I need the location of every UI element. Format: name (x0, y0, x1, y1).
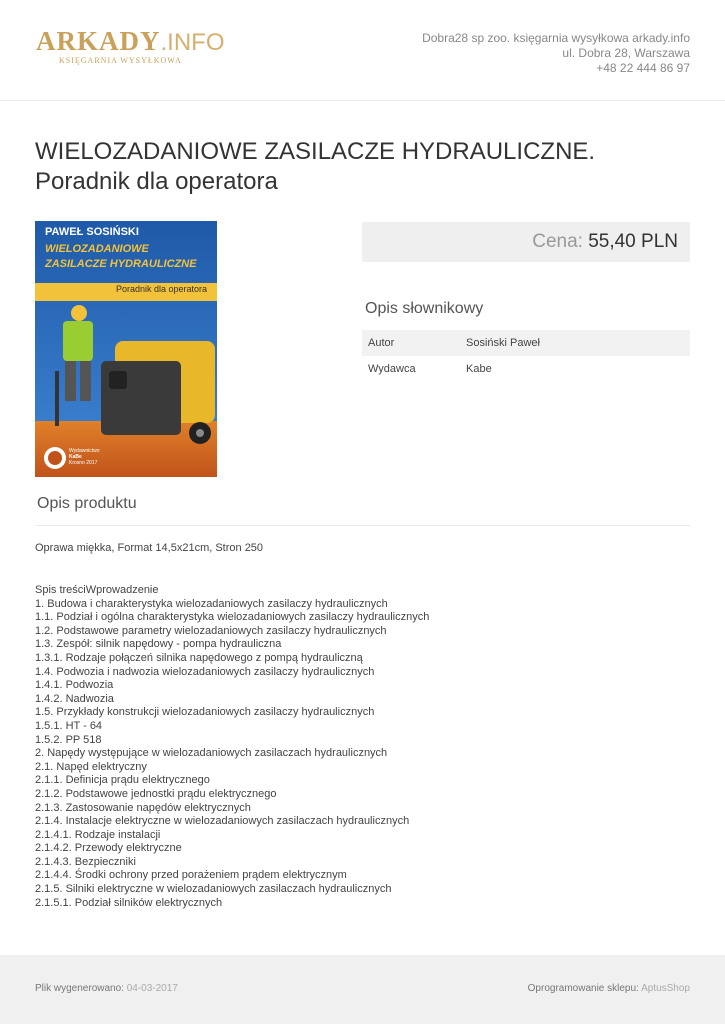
toc-item: 2.1.5. Silniki elektryczne w wielozadaniowych zasilaczach hydraulicznych (35, 883, 392, 896)
cover-publisher-line: Wydawnictwo (69, 448, 100, 454)
dictionary-table (362, 330, 690, 382)
cover-publisher-name: KaBe (69, 454, 82, 460)
cover-publisher-year: Krosno 2017 (69, 460, 98, 466)
dict-key: Autor (368, 337, 395, 349)
price-box (362, 222, 690, 262)
logo-suffix: .INFO (160, 29, 225, 56)
price-label: Cena: (532, 231, 583, 252)
page-footer (0, 955, 725, 1024)
toc-item: 2.1.4.3. Bezpieczniki (35, 855, 136, 868)
toc-item: 2.1.5.1. Podział silników elektrycznych (35, 896, 223, 909)
cover-subtitle: Poradnik dla operatora (115, 284, 207, 294)
logo-subtitle: KSIĘGARNIA WYSYŁKOWA (59, 56, 182, 65)
divider (35, 525, 690, 526)
company-name: Dobra28 sp zoo. księgarnia wysyłkowa arkady.info (422, 31, 690, 45)
book-cover-image (35, 221, 217, 477)
arkady-logo[interactable] (36, 26, 226, 70)
toc-item: 2.1.3. Zastosowanie napędów elektrycznych (35, 801, 251, 814)
toc-item: 1. Budowa i charakterystyka wielozadaniowych zasilaczy hydraulicznych (35, 597, 388, 610)
toc-item: Spis treściWprowadzenie (35, 584, 159, 596)
toc-item: 2.1.4.2. Przewody elektryczne (35, 842, 182, 855)
toc-item: 1.5.2. PP 518 (35, 733, 102, 746)
toc-item: 1.1. Podział i ogólna charakterystyka wielozadaniowych zasilaczy hydraulicznych (35, 611, 430, 624)
toc-item: 1.2. Podstawowe parametry wielozadaniowych zasilaczy hydraulicznych (35, 624, 387, 637)
description-heading: Opis produktu (37, 495, 137, 512)
software-link[interactable]: AptusShop (641, 983, 690, 994)
toc-item: 1.3. Zespół: silnik napędowy - pompa hydrauliczna (35, 638, 282, 651)
price-value: 55,40 PLN (588, 231, 678, 252)
dict-value: Sosiński Paweł (466, 337, 540, 349)
toc-item: 1.4.1. Podwozia (35, 679, 114, 692)
generated-label: Plik wygenerowano: (35, 983, 124, 994)
dictionary-heading: Opis słownikowy (365, 300, 484, 317)
toc-item: 2. Napędy występujące w wielozadaniowych zasilaczach hydraulicznych (35, 747, 388, 760)
toc-item: 2.1.1. Definicja prądu elektrycznego (35, 774, 210, 787)
toc-item: 2.1.4. Instalacje elektryczne w wielozadaniowych zasilaczach hydraulicznych (35, 815, 410, 828)
software-label: Oprogramowanie sklepu: (527, 983, 639, 994)
cover-title-2: ZASILACZE HYDRAULICZNE (45, 258, 197, 270)
cover-publisher (69, 448, 100, 466)
cover-title-1: WIELOZADANIOWE (45, 243, 149, 255)
software-info (528, 983, 690, 994)
toc-item: 1.4.2. Nadwozia (35, 692, 114, 705)
toc-item: 2.1.4.1. Rodzaje instalacji (35, 828, 161, 841)
page-header (0, 0, 725, 101)
dict-value: Kabe (466, 363, 492, 375)
company-address: ul. Dobra 28, Warszawa (562, 46, 690, 60)
cover-author: PAWEŁ SOSIŃSKI (45, 226, 139, 238)
company-phone: +48 22 444 86 97 (596, 61, 690, 75)
generated-info (35, 983, 178, 994)
toc-item: 2.1.4.4. Środki ochrony przed porażeniem prądem elektrycznym (35, 869, 347, 882)
toc-item: 2.1. Napęd elektryczny (35, 760, 147, 773)
logo-main-text: ARKADY (36, 26, 161, 56)
logo-wordmark (36, 26, 226, 58)
toc-item: 1.5.1. HT - 64 (35, 719, 103, 732)
dict-key: Wydawca (368, 363, 416, 375)
toc-item: 1.3.1. Rodzaje połączeń silnika napędowego z pompą hydrauliczną (35, 651, 363, 664)
product-title: WIELOZADANIOWE ZASILACZE HYDRAULICZNE. Poradnik dla operatora (35, 138, 596, 195)
toc-item: 1.5. Przykłady konstrukcji wielozadaniowych zasilaczy hydraulicznych (35, 706, 375, 719)
table-row (362, 356, 690, 382)
table-of-contents (35, 584, 429, 910)
toc-item: 1.4. Podwozia i nadwozia wielozadaniowych zasilaczy hydraulicznych (35, 665, 375, 678)
toc-item: 2.1.2. Podstawowe jednostki prądu elektrycznego (35, 787, 277, 800)
table-row (362, 330, 690, 356)
product-format: Oprawa miękka, Format 14,5x21cm, Stron 250 (35, 542, 264, 554)
company-info (422, 31, 690, 76)
generated-date: 04-03-2017 (126, 983, 178, 994)
